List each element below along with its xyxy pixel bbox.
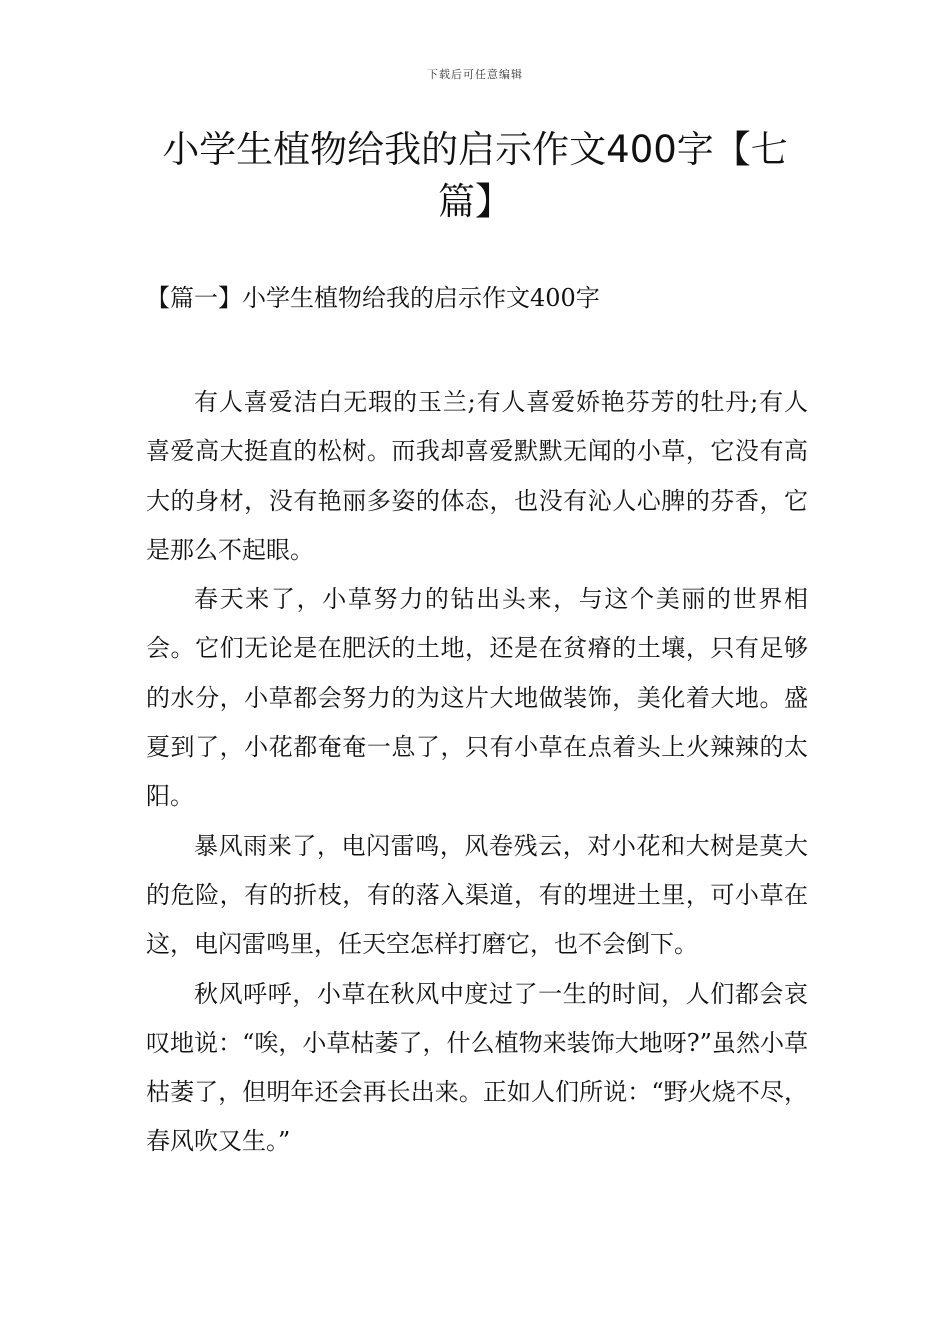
- paragraph-3: 暴风雨来了，电闪雷鸣，风卷残云，对小花和大树是莫大的危险，有的折枝，有的落入渠道，有的埋进土里，可小草在这，电闪雷鸣里，任天空怎样打磨它，也不会倒下。: [146, 831, 808, 959]
- document-title: 小学生植物给我的启示作文400字【七篇】: [162, 128, 788, 223]
- header-note: 下载后可任意编辑: [427, 68, 523, 81]
- article-body: [146, 378, 808, 1167]
- paragraph-4: 秋风呼呼，小草在秋风中度过了一生的时间，人们都会哀叹地说：“唉，小草枯萎了，什么植物来装饰大地呀?”虽然小草枯萎了，但明年还会再长出来。正如人们所说：“野火烧不尽，春风吹又生。”: [146, 979, 808, 1156]
- paragraph-1: 有人喜爱洁白无瑕的玉兰;有人喜爱娇艳芬芳的牡丹;有人喜爱高大挺直的松树。而我却喜爱默默无闻的小草，它没有高大的身材，没有艳丽多姿的体态，也没有沁人心脾的芬香，它是那么不起眼。: [146, 388, 808, 564]
- paragraph-2: 春天来了，小草努力的钻出头来，与这个美丽的世界相会。它们无论是在肥沃的土地，还是在贫瘠的土壤，只有足够的水分，小草都会努力的为这片大地做装饰，美化着大地。盛夏到了，小花都奄奄一息了，只有小草在点着头上火辣辣的太阳。: [146, 585, 808, 811]
- section-heading: 【篇一】小学生植物给我的启示作文400字: [146, 284, 600, 312]
